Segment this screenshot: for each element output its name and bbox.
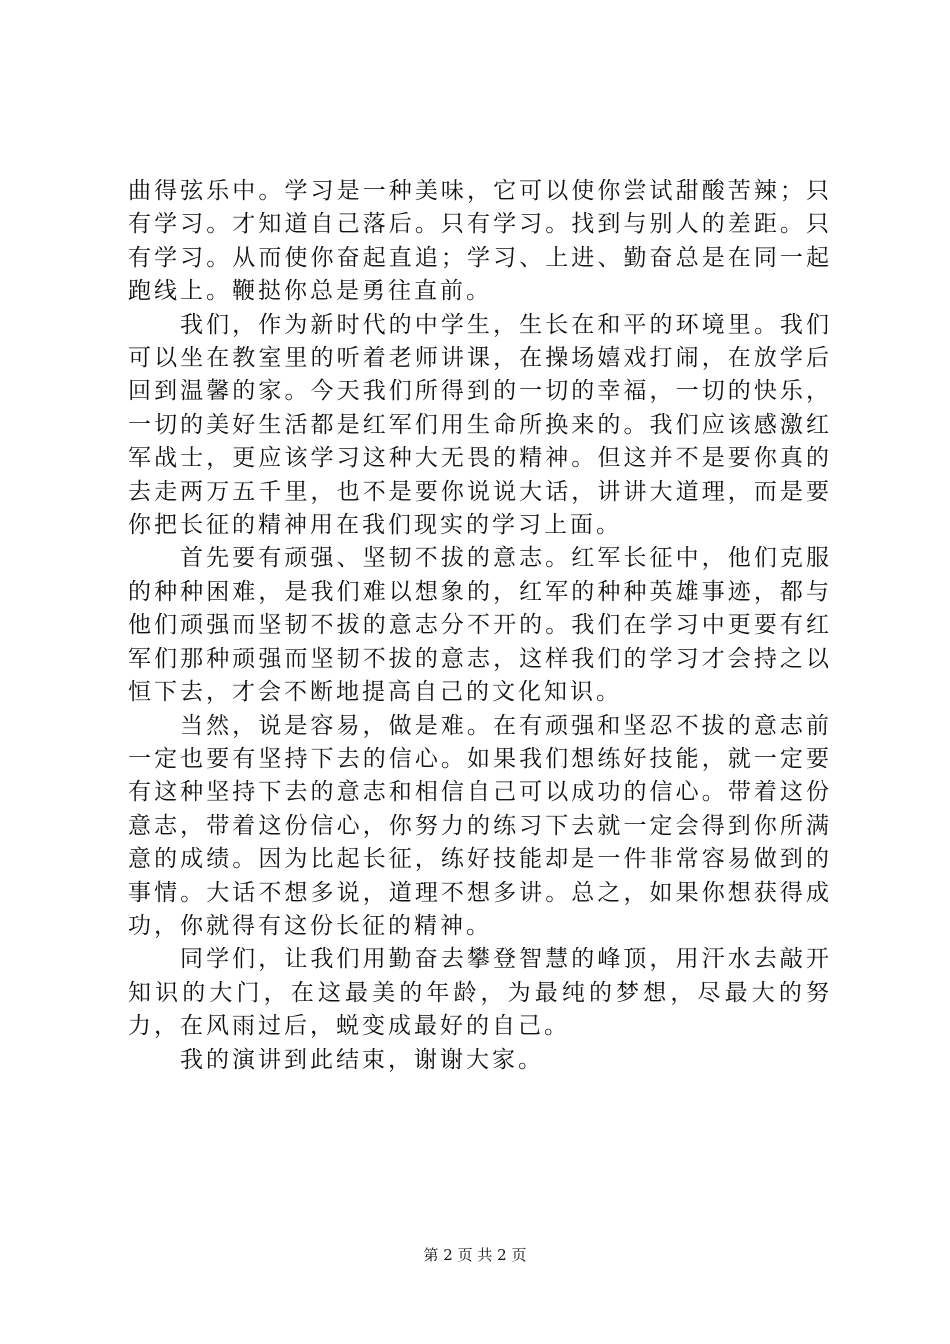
paragraph-6: 我的演讲到此结束，谢谢大家。 bbox=[180, 1046, 544, 1073]
page-number-footer: 第 2 页 共 2 页 bbox=[423, 1246, 527, 1264]
paragraph-1: 曲得弦乐中。学习是一种美味，它可以使你尝试甜酸苦辣；只有学习。才知道自己落后。只有学习。找到与别人的差距。只有学习。从而使你奋起直追；学习、上进、勤奋总是在同一起跑线上。鞭挞你总是勇往直前。 bbox=[128, 178, 832, 305]
paragraph-2: 我们，作为新时代的中学生，生长在和平的环境里。我们可以坐在教室里的听着老师讲课，在操场嬉戏打闹，在放学后回到温馨的家。今天我们所得到的一切的幸福，一切的快乐，一切的美好生活都是红军们用生命所换来的。我们应该感激红军战士，更应该学习这种大无畏的精神。但这并不是要你真的去走两万五千里，也不是要你说说大话，讲讲大道理，而是要你把长征的精神用在我们现实的学习上面。 bbox=[128, 311, 832, 539]
paragraph-4: 当然，说是容易，做是难。在有顽强和坚忍不拔的意志前一定也要有坚持下去的信心。如果我们想练好技能，就一定要有这种坚持下去的意志和相信自己可以成功的信心。带着这份意志，带着这份信心，你努力的练习下去就一定会得到你所满意的成绩。因为比起长征，练好技能却是一件非常容易做到的事情。大话不想多说，道理不想多讲。总之，如果你想获得成功，你就得有这份长征的精神。 bbox=[128, 712, 832, 939]
paragraph-5: 同学们，让我们用勤奋去攀登智慧的峰顶，用汗水去敲开知识的大门，在这最美的年龄，为最纯的梦想，尽最大的努力，在风雨过后，蜕变成最好的自己。 bbox=[128, 946, 832, 1040]
speech-body bbox=[128, 175, 832, 1077]
paragraph-3: 首先要有顽强、坚韧不拔的意志。红军长征中，他们克服的种种困难，是我们难以想象的，红军的种种英雄事迹，都与他们顽强而坚韧不拔的意志分不开的。我们在学习中更要有红军们那种顽强而坚韧不拔的意志，这样我们的学习才会持之以恒下去，才会不断地提高自己的文化知识。 bbox=[128, 545, 832, 706]
